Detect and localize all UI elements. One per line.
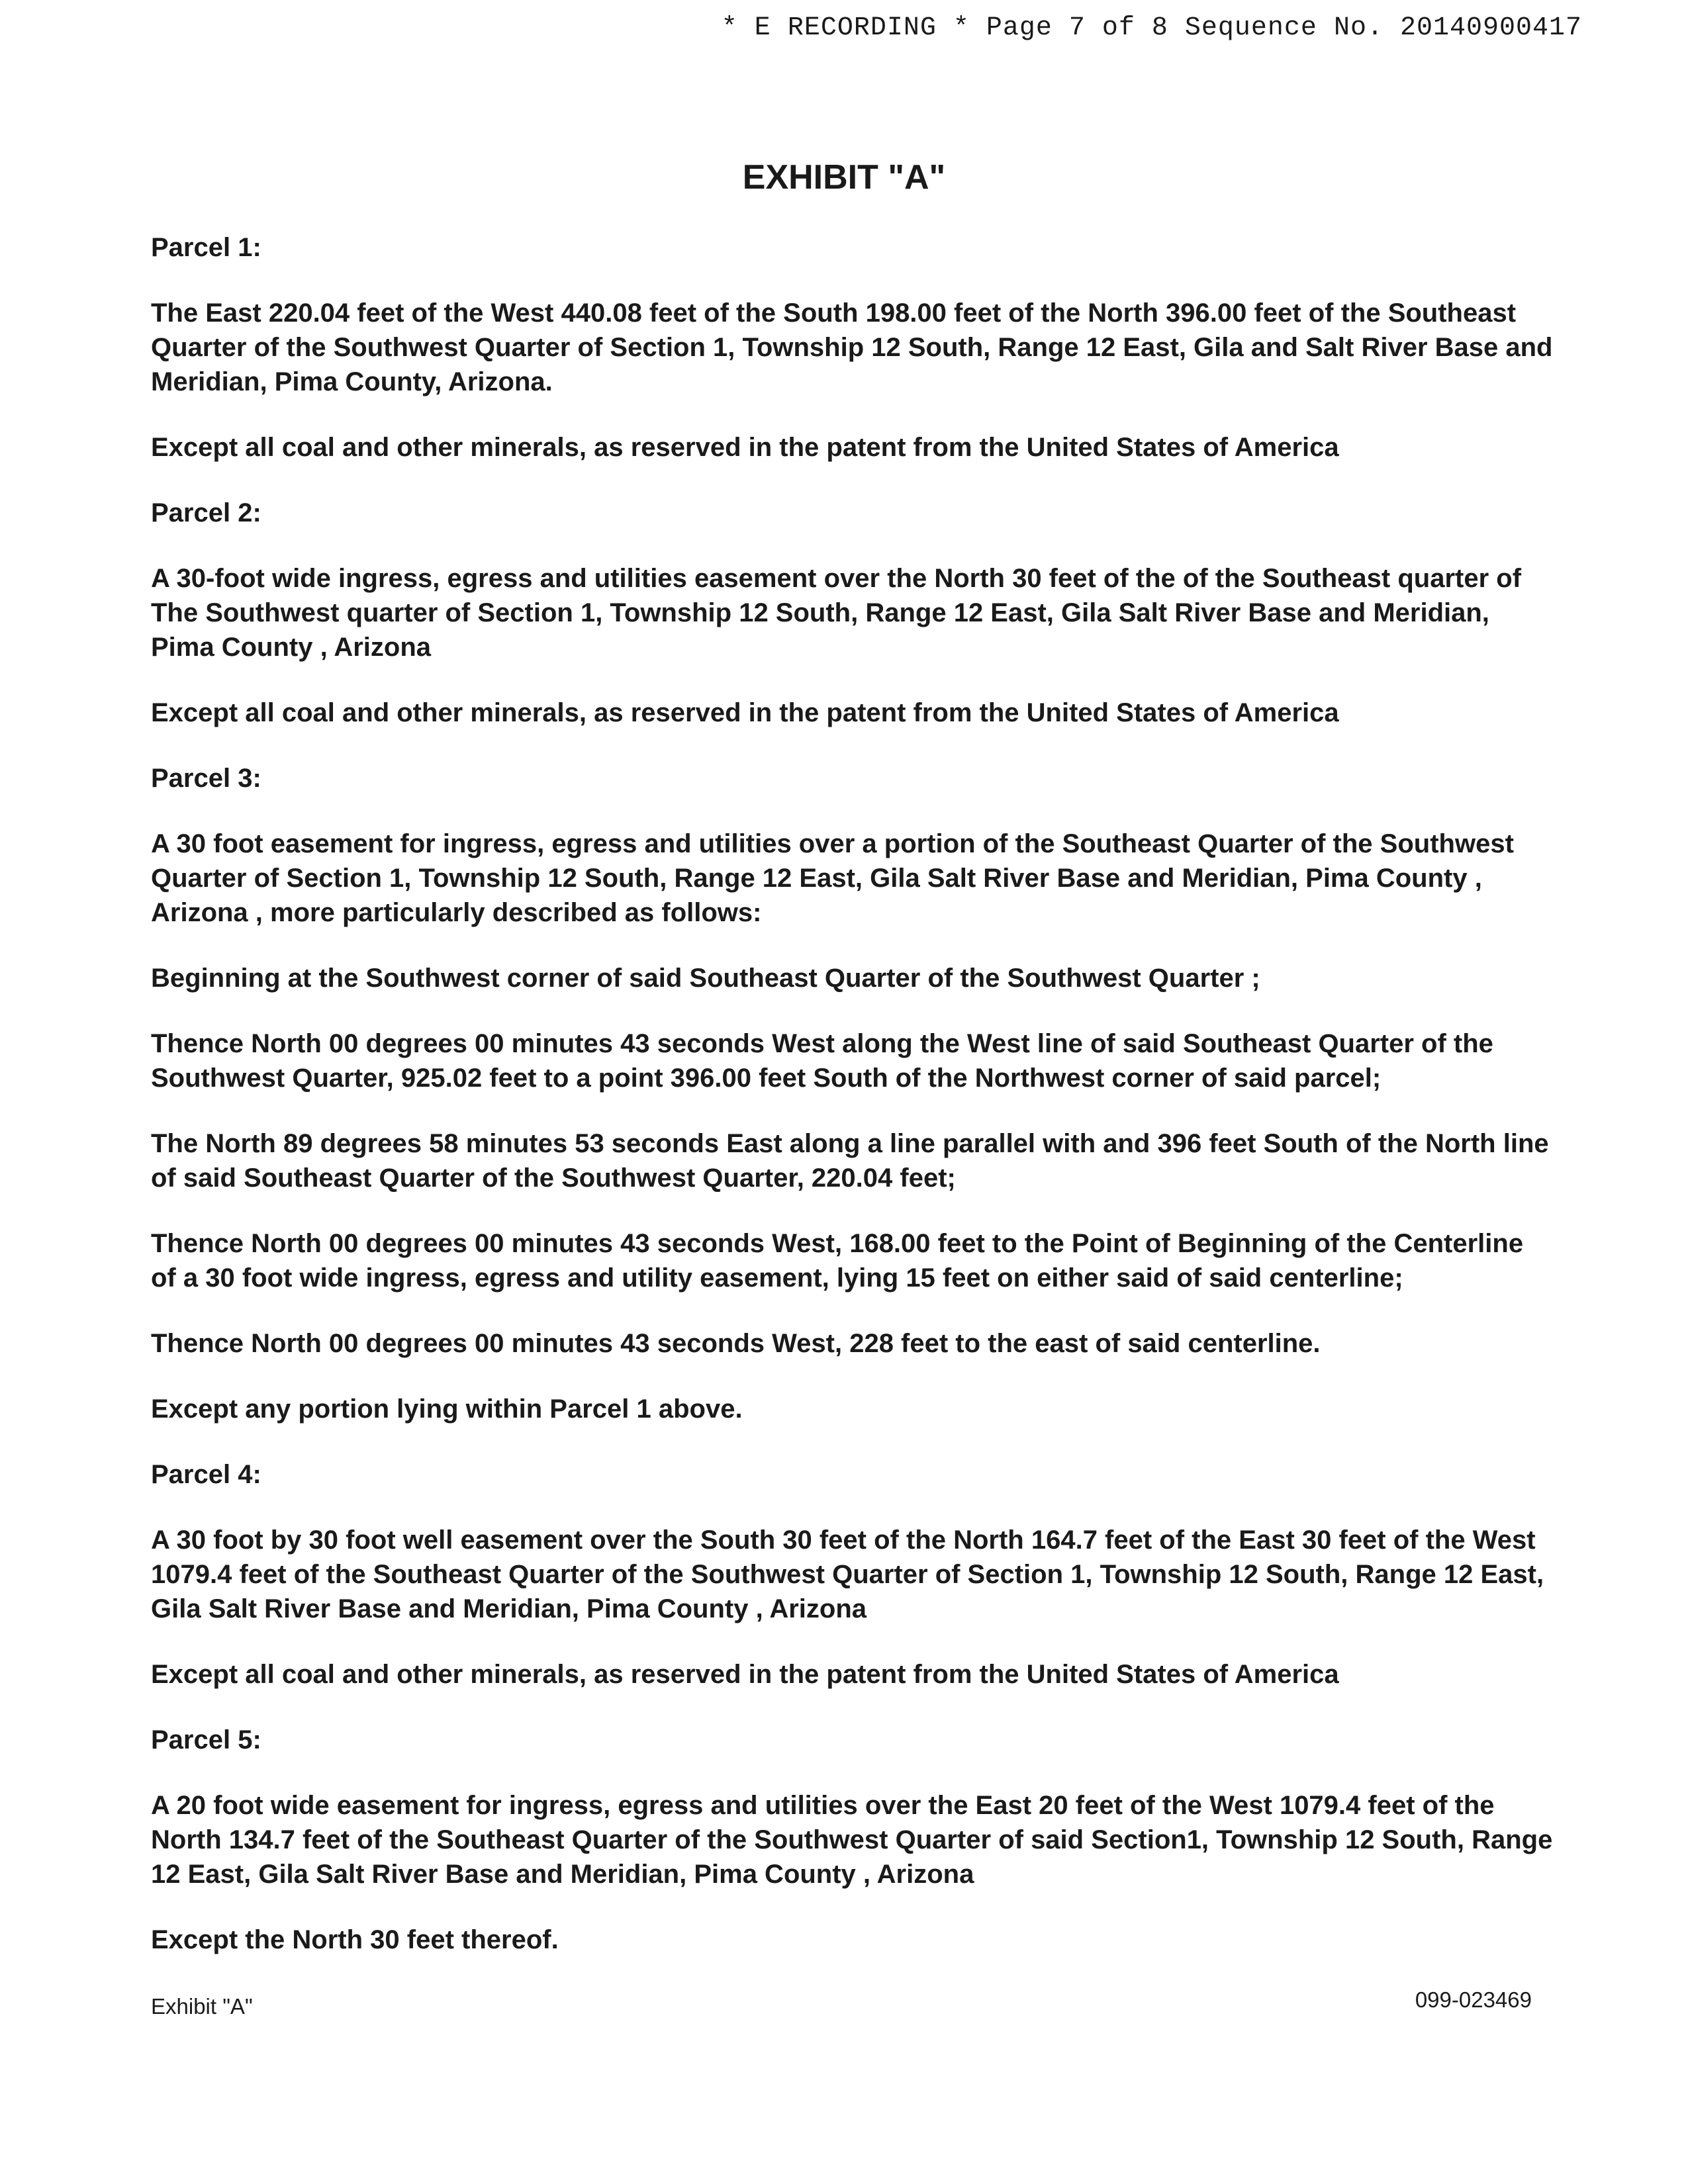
parcel-1-heading: Parcel 1:	[151, 233, 261, 262]
parcel-4-description: A 30 foot by 30 foot well easement over the South 30 feet of the North 164.7 feet of the East 30 feet of the West 1079.4 feet of the Southeast Quarter of the Southwest Quarter of Section 1, Township 12 South, Range 12 East, Gila Salt River Base and Meridian, Pima County , Arizona	[151, 1525, 1544, 1623]
parcel-3-exception: Except any portion lying within Parcel 1 above.	[151, 1394, 743, 1424]
parcel-1-exception: Except all coal and other minerals, as reserved in the patent from the United States of America	[151, 433, 1339, 462]
parcel-1-description: The East 220.04 feet of the West 440.08 feet of the South 198.00 feet of the North 396.00 feet of the Southeast Quarter of the Southwest Quarter of Section 1, Township 12 South, Range 12 East, Gila and Salt River Base and Meridian, Pima County, Arizona.	[151, 298, 1553, 396]
exhibit-title: EXHIBIT "A"	[742, 158, 946, 197]
parcel-3-course-3: Thence North 00 degrees 00 minutes 43 seconds West, 168.00 feet to the Point of Beginning of the Centerline of a 30 foot wide ingress, egress and utility easement, lying 15 feet on either said of said centerline;	[151, 1229, 1524, 1293]
parcel-2-description: A 30-foot wide ingress, egress and utilities easement over the North 30 feet of the of the Southeast quarter of The Southwest quarter of Section 1, Township 12 South, Range 12 East, Gila Salt River Base and Meridian, Pima County , Arizona	[151, 564, 1522, 662]
parcel-5-description: A 20 foot wide easement for ingress, egress and utilities over the East 20 feet of the West 1079.4 feet of the North 134.7 feet of the Southeast Quarter of the Southwest Quarter of said Section1, Township 12 South, Range 12 East, Gila Salt River Base and Meridian, Pima County , Arizona	[151, 1791, 1553, 1889]
parcel-2-heading: Parcel 2:	[151, 498, 261, 527]
parcel-3-course-2: The North 89 degrees 58 minutes 53 seconds East along a line parallel with and 396 feet South of the North line of said Southeast Quarter of the Southwest Quarter, 220.04 feet;	[151, 1129, 1549, 1193]
footer-exhibit-label: Exhibit "A"	[151, 1994, 253, 2019]
parcel-3-course-1: Thence North 00 degrees 00 minutes 43 seconds West along the West line of said Southeast Quarter of the Southwest Quarter, 925.02 feet to a point 396.00 feet South of the Northwest corner of said parcel;	[151, 1029, 1493, 1093]
parcel-3-course-4: Thence North 00 degrees 00 minutes 43 seconds West, 228 feet to the east of said centerline.	[151, 1329, 1321, 1358]
parcel-4-exception: Except all coal and other minerals, as reserved in the patent from the United States of America	[151, 1660, 1339, 1689]
parcel-4-heading: Parcel 4:	[151, 1460, 261, 1489]
parcel-3-beginning: Beginning at the Southwest corner of said Southeast Quarter of the Southwest Quarter ;	[151, 964, 1260, 993]
parcel-3-description: A 30 foot easement for ingress, egress and utilities over a portion of the Southeast Quarter of the Southwest Quarter of Section 1, Township 12 South, Range 12 East, Gila Salt River Base and Meridian, Pima County , Arizona , more particularly described as follows:	[151, 829, 1514, 927]
parcel-5-exception: Except the North 30 feet thereof.	[151, 1925, 559, 1954]
footer-document-number: 099-023469	[1415, 1987, 1532, 2012]
parcel-2-exception: Except all coal and other minerals, as reserved in the patent from the United States of America	[151, 698, 1339, 727]
legal-description-body	[151, 230, 1554, 1988]
parcel-5-heading: Parcel 5:	[151, 1725, 261, 1754]
parcel-3-heading: Parcel 3:	[151, 764, 261, 793]
recording-header: * E RECORDING * Page 7 of 8 Sequence No. 20140900417	[721, 13, 1582, 43]
